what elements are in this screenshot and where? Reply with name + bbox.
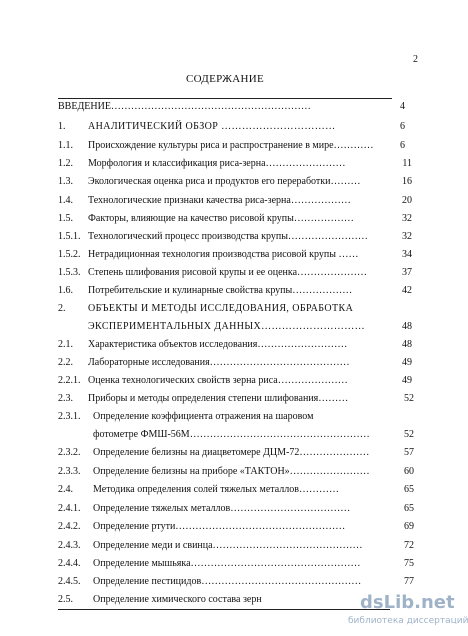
toc-entry-number: 2.4.1. xyxy=(58,503,81,514)
toc-entry-page: 16 xyxy=(402,176,412,187)
toc-entry-label: Нетрадиционная технология производства рисовой крупы …… xyxy=(88,249,359,260)
toc-entry xyxy=(0,446,450,460)
toc-entry-label: Характеристика объектов исследования……………………… xyxy=(88,339,348,350)
toc-entry-number: 2.4.5. xyxy=(58,576,81,587)
toc-entry-label: ВВЕДЕНИЕ…………………………………………………… xyxy=(58,101,311,112)
toc-entry xyxy=(0,520,450,534)
toc-entry-page: 65 xyxy=(404,484,414,495)
toc-entry-label: Определение белизны на приборе «ТАКТОН»…………………… xyxy=(93,466,370,477)
toc-entry-page: 4 xyxy=(400,101,405,112)
toc-entry-number: 1.5.2. xyxy=(58,249,81,260)
toc-entry xyxy=(0,284,450,298)
toc-entry-label: Факторы, влияющие на качество рисовой крупы……………… xyxy=(88,213,354,224)
toc-entry-label: Приборы и методы определения степени шлифования……… xyxy=(88,393,349,404)
watermark-subtitle: библиотека диссертаций xyxy=(348,616,468,626)
toc-entry-label: Оценка технологических свойств зерна риса………………… xyxy=(88,375,348,386)
toc-entry-page: 57 xyxy=(404,447,414,458)
toc-entry-label: Определение коэффициента отражения на шаровом xyxy=(93,411,314,422)
toc-entry-label: Технологические признаки качества риса-зерна……………… xyxy=(88,195,351,206)
toc-entry xyxy=(0,575,450,589)
toc-entry-number: 2.3.1. xyxy=(58,411,81,422)
toc-entry-number: 1.4. xyxy=(58,195,73,206)
toc-entry-page: 6 xyxy=(400,140,405,151)
toc-entry-page: 48 xyxy=(402,321,412,332)
toc-entry xyxy=(0,212,450,226)
toc-entry-page: 52 xyxy=(404,393,414,404)
toc-entry-number: 2.2. xyxy=(58,357,73,368)
toc-entry-number: 1.5.1. xyxy=(58,231,81,242)
toc-entry-label: Определение ртути…………………………………………… xyxy=(93,521,346,532)
bottom-rule xyxy=(58,609,390,610)
toc-entry-label: Определение тяжелых металлов……………………………… xyxy=(93,503,351,514)
toc-entry-page: 6 xyxy=(400,121,405,132)
toc-entry-label: Потребительские и кулинарные свойства крупы……………… xyxy=(88,285,353,296)
toc-entry-page: 49 xyxy=(402,357,412,368)
toc-entry xyxy=(0,465,450,479)
toc-entry xyxy=(0,302,450,316)
watermark-logo: dsLib.net xyxy=(360,592,455,613)
toc-entry xyxy=(0,320,450,334)
toc-entry-label: Происхождение культуры риса и распространение в мире………… xyxy=(88,140,374,151)
toc-entry-number: 1.5. xyxy=(58,213,73,224)
toc-entry-number: 2. xyxy=(58,303,66,314)
toc-entry-page: 52 xyxy=(404,429,414,440)
toc-entry xyxy=(0,139,450,153)
toc-entry-number: 1. xyxy=(58,121,66,132)
toc-entry-number: 2.5. xyxy=(58,594,73,605)
toc-entry-page: 20 xyxy=(402,195,412,206)
toc-entry-label: ЭКСПЕРИМЕНТАЛЬНЫХ ДАННЫХ………………………… xyxy=(88,321,366,332)
toc-entry-page: 37 xyxy=(402,267,412,278)
page-title: СОДЕРЖАНИЕ xyxy=(185,73,265,85)
toc-entry-number: 2.3. xyxy=(58,393,73,404)
toc-entry xyxy=(0,410,450,424)
toc-entry-number: 2.4.4. xyxy=(58,558,81,569)
toc-entry-page: 11 xyxy=(402,158,412,169)
toc-entry-label: Технологический процесс производства крупы…………………… xyxy=(88,231,368,242)
toc-entry-page: 34 xyxy=(402,249,412,260)
toc-entry xyxy=(0,356,450,370)
toc-entry-page: 42 xyxy=(402,285,412,296)
toc-entry xyxy=(0,230,450,244)
toc-entry-label: Определение пестицидов………………………………………… xyxy=(93,576,362,587)
toc-entry-page: 69 xyxy=(404,521,414,532)
toc-entry xyxy=(0,266,450,280)
toc-entry xyxy=(0,502,450,516)
toc-entry-number: 2.2.1. xyxy=(58,375,81,386)
toc-entry xyxy=(0,392,450,406)
toc-entry-page: 77 xyxy=(404,576,414,587)
toc-entry-page: 49 xyxy=(402,375,412,386)
toc-entry-label: Определение белизны на диацветомере ДЦМ-72………………… xyxy=(93,447,370,458)
toc-entry-number: 2.4.2. xyxy=(58,521,81,532)
toc-entry-number: 1.2. xyxy=(58,158,73,169)
toc-entry-label: АНАЛИТИЧЕСКИЙ ОБЗОР …………………………… xyxy=(88,121,336,132)
toc-entry-label: Степень шлифования рисовой крупы и ее оценка………………… xyxy=(88,267,368,278)
toc-entry-label: ОБЪЕКТЫ И МЕТОДЫ ИССЛЕДОВАНИЯ, ОБРАБОТКА xyxy=(88,303,354,314)
toc-entry xyxy=(0,120,450,134)
toc-entry-number: 2.3.2. xyxy=(58,447,81,458)
toc-entry-number: 1.6. xyxy=(58,285,73,296)
toc-entry xyxy=(0,100,450,114)
toc-entry-page: 48 xyxy=(402,339,412,350)
toc-entry xyxy=(0,483,450,497)
toc-entry-number: 1.5.3. xyxy=(58,267,81,278)
toc-entry-number: 2.4.3. xyxy=(58,540,81,551)
toc-entry xyxy=(0,157,450,171)
toc-entry-label: Методика определения солей тяжелых металлов………… xyxy=(93,484,339,495)
page-number: 2 xyxy=(413,54,418,65)
toc-entry-label: Морфология и классификация риса-зерна…………………… xyxy=(88,158,346,169)
toc-entry xyxy=(0,374,450,388)
toc-entry-label: Экологическая оценка риса и продуктов его переработки……… xyxy=(88,176,361,187)
toc-entry-page: 72 xyxy=(404,540,414,551)
toc-entry-page: 32 xyxy=(402,213,412,224)
toc-entry-number: 1.1. xyxy=(58,140,73,151)
toc-entry-label: Лабораторные исследования…………………………………… xyxy=(88,357,350,368)
toc-entry-number: 2.1. xyxy=(58,339,73,350)
watermark xyxy=(348,592,468,630)
toc-entry-page: 75 xyxy=(404,558,414,569)
toc-entry-label: Определение меди и свинца……………………………………… xyxy=(93,540,363,551)
toc-entry-label: Определение мышьяка…………………………………………… xyxy=(93,558,361,569)
toc-entry-page: 65 xyxy=(404,503,414,514)
toc-entry-label: фотометре ФМШ-56М……………………………………………… xyxy=(93,429,370,440)
toc-entry-page: 32 xyxy=(402,231,412,242)
toc-entry xyxy=(0,248,450,262)
toc-entry xyxy=(0,194,450,208)
toc-entry xyxy=(0,338,450,352)
toc-entry-page: 60 xyxy=(404,466,414,477)
toc-entry xyxy=(0,557,450,571)
toc-entry xyxy=(0,539,450,553)
toc-entry-label: Определение химического состава зерн xyxy=(93,594,262,605)
toc-entry-number: 2.3.3. xyxy=(58,466,81,477)
toc-entry-number: 2.4. xyxy=(58,484,73,495)
toc-entry xyxy=(0,428,450,442)
toc-entry xyxy=(0,175,450,189)
toc-entry-number: 1.3. xyxy=(58,176,73,187)
